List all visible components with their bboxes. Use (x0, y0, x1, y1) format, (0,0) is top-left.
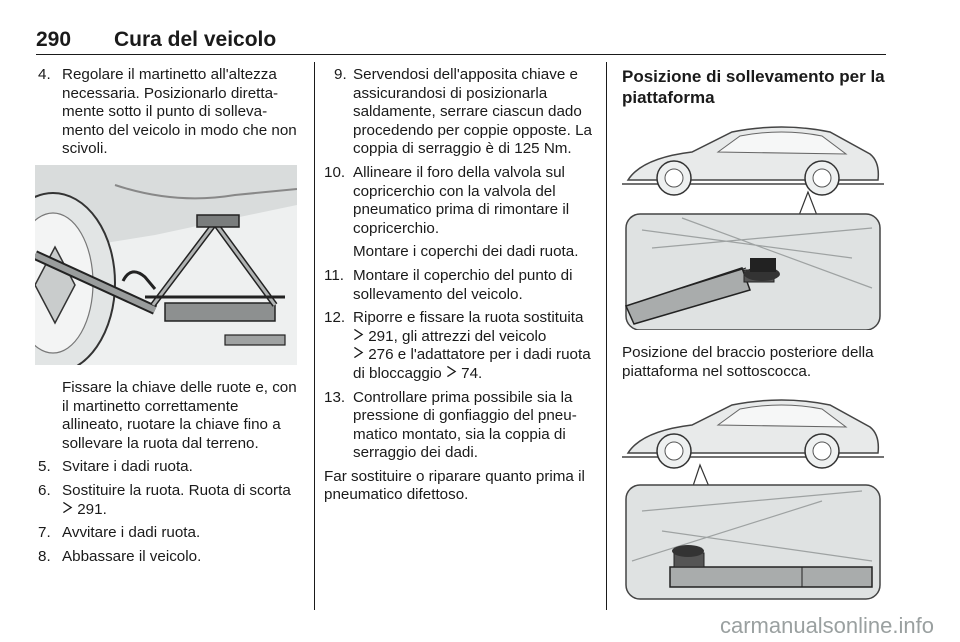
step-11: 11. Montare il coperchio del punto di sollevamento del veicolo. (324, 266, 573, 303)
closing-text: Far sostituire o riparare quanto prima il pneumatico difettoso. (324, 467, 585, 504)
step-10-note: Montare i coperchi dei dadi ruota. (353, 243, 579, 261)
step-12: 12. Riporre e fissare la ruota sostituita 291, gli attrezzi del veicolo 276 e l'adattatore per i dadi ruota di bloccaggio 74. (324, 309, 591, 382)
step-5: 5. Svitare i dadi ruota. (38, 458, 193, 476)
step-8: 8. Abbassare il veicolo. (38, 547, 202, 565)
page-reference[interactable]: 291. (77, 500, 107, 518)
step-6: 6. Sostituire la ruota. Ruota di scorta 291. (38, 481, 291, 518)
step-13: 13. Controllare prima possibile sia la pressione di gonfiaggio del pneu-matico montato, sia la coppia di serraggio dei dadi. (324, 388, 577, 462)
step-7: 7. Avvitare i dadi ruota. (38, 524, 201, 542)
column-1 (38, 66, 300, 571)
page-header (36, 26, 886, 55)
step-10: 10. Allineare il foro della valvola sul copricerchio con la valvola del pneumatico prima di rimontare il copricerchio. (324, 163, 570, 237)
step-4: 4. Regolare il martinetto all'altezza necessaria. Posizionarlo diretta-mente sotto il punto di solleva-mento del veicolo in modo che non scivoli. (38, 66, 297, 158)
page-reference[interactable]: 276 e l'adattatore per i dadi ruota di bloccaggio (353, 346, 591, 382)
page-reference[interactable]: 291, gli attrezzi del veicolo (368, 327, 547, 345)
jack-caption: Fissare la chiave delle ruote e, con il martinetto correttamente allineato, ruotare la chiave fino a sollevare la ruota dal terreno. (62, 378, 297, 452)
column-2 (324, 66, 592, 510)
column-3 (622, 66, 886, 601)
column-divider-1 (314, 62, 315, 610)
watermark: carmanualsonline.info (719, 613, 934, 638)
step-9: 9. Servendosi dell'apposita chiave e assicurandosi di posizionarla saldamente, serrare ciascun dado procedendo per coppie opposte. La coppia di serraggio è di 125 Nm. (334, 66, 592, 158)
column-divider-2 (606, 62, 607, 610)
rear-lift-point-illustration (622, 118, 884, 330)
page-ref-icon (62, 501, 73, 514)
page-number: 290 (36, 28, 72, 51)
page-ref-icon (446, 365, 457, 378)
page-reference[interactable]: 74. (461, 364, 483, 382)
page-ref-icon (353, 328, 364, 341)
jack-illustration (35, 165, 297, 365)
front-lift-point-illustration (622, 391, 884, 601)
page-ref-icon (353, 346, 364, 359)
rear-lift-caption: Posizione del braccio posteriore della piattaforma nel sottoscocca. (622, 344, 874, 380)
page-title: Cura del veicolo (114, 28, 277, 51)
section-heading: Posizione di sollevamento per la piattaforma (622, 67, 885, 107)
